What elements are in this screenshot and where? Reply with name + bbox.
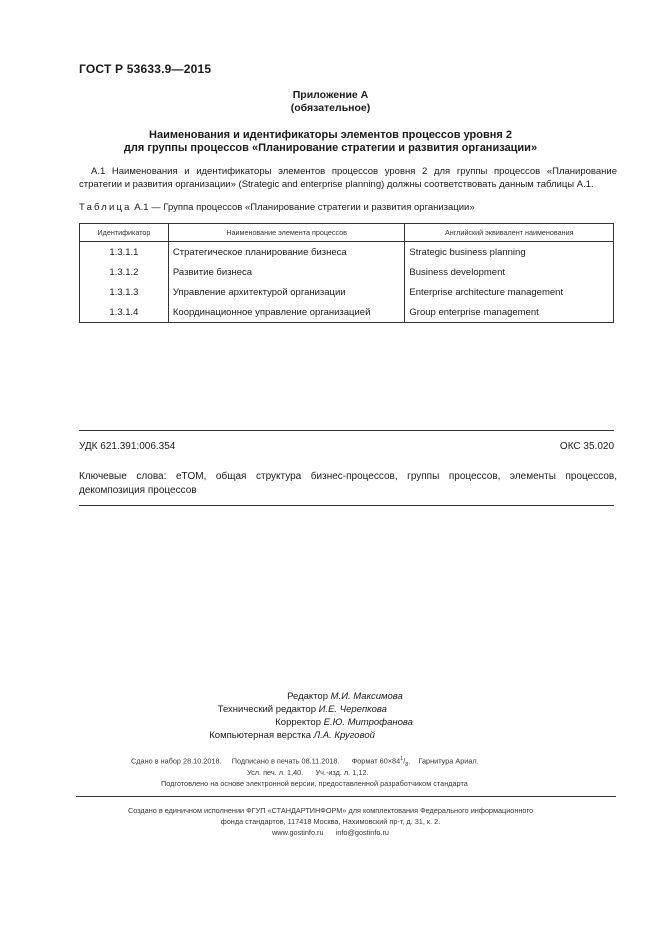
imprint-prepared-note: Подготовлено на основе электронной версии, предоставленной разработчиком стандарта [161, 779, 468, 788]
column-header-identifier: Идентификатор [80, 224, 169, 242]
keywords: Ключевые слова: eTOM, общая структура бизнес-процессов, группы процессов, элементы процессов, декомпозиция процессов [79, 471, 617, 496]
imprint-format-num: 1 [400, 756, 404, 762]
credit-proofreader [200, 716, 413, 729]
cell-identifier: 1.3.1.3 [80, 282, 169, 302]
table-row [80, 282, 614, 302]
imprint-publisher-sheets: Уч.-изд. л. 1,12. [315, 768, 369, 777]
body-paragraph: А.1 Наименования и идентификаторы элементов процессов уровня 2 для группы процессов «Планирование стратегии и развития организации» (Strategic and enterprise planning) должны соответствовать данным таблицы А.1. [79, 166, 617, 190]
credit-layout-name: Л.А. Круговой [313, 730, 375, 741]
cell-english: Group enterprise management [405, 302, 614, 323]
oks-code: ОКС 35.020 [559, 441, 614, 452]
process-elements-table [79, 223, 614, 323]
credit-editor-label: Редактор [287, 691, 328, 702]
created-line1: Создано в единичном исполнении ФГУП «СТАНДАРТИНФОРМ» для комплектования Федерального информационного [127, 806, 534, 815]
cell-name: Управление архитектурой организации [168, 282, 405, 302]
cell-english: Strategic business planning [405, 242, 614, 263]
cell-name: Координационное управление организацией [168, 302, 405, 323]
appendix-heading-line2: для группы процессов «Планирование стратегии и развития организации» [123, 142, 538, 154]
table-caption [79, 202, 475, 213]
imprint-line1: Сдано в набор 28.10.2018. Подписано в печать 08.11.2018. Формат $60\times 84^1/_8$. Гарнитура Ариал. [131, 756, 479, 768]
imprint-typeface: Гарнитура Ариал. [418, 756, 479, 766]
cell-english: Enterprise architecture management [405, 282, 614, 302]
credit-tech-editor-name: И.Е. Черепкова [318, 704, 387, 715]
table-header-row [80, 224, 614, 242]
table-row [80, 262, 614, 282]
credit-editor-name: М.И. Максимова [330, 691, 403, 702]
created-line2: фонда стандартов, 117418 Москва, Нахимовский пр-т, д. 31, к. 2. [220, 817, 441, 826]
credit-proofreader-name: Е.Ю. Митрофанова [323, 717, 413, 728]
cell-name: Стратегическое планирование бизнеса [168, 242, 405, 263]
imprint-format: Формат 60×84 [351, 756, 401, 766]
divider-top [79, 430, 614, 431]
cell-name: Развитие бизнеса [168, 262, 405, 282]
contacts-line [0, 828, 661, 837]
standard-number: ГОСТ Р 53633.9—2015 [79, 62, 212, 76]
table-row [80, 242, 614, 263]
credit-layout-label: Компьютерная верстка [209, 730, 311, 741]
imprint-line2 [247, 768, 368, 777]
credit-proofreader-label: Корректор [275, 717, 321, 728]
credit-tech-editor-label: Технический редактор [217, 704, 316, 715]
cell-english: Business development [405, 262, 614, 282]
udk-code: УДК 621.391:006.354 [79, 441, 176, 452]
appendix-title: Приложение А [292, 89, 369, 101]
credit-layout [200, 729, 375, 742]
cell-identifier: 1.3.1.1 [80, 242, 169, 263]
imprint-format-den: 8 [405, 761, 409, 768]
appendix-heading-line1: Наименования и идентификаторы элементов процессов уровня 2 [149, 129, 512, 141]
table-caption-prefix: Таблица [79, 202, 132, 213]
divider-bottom [76, 796, 616, 797]
cell-identifier: 1.3.1.2 [80, 262, 169, 282]
divider-keywords [79, 505, 614, 506]
credit-editor [200, 690, 403, 703]
cell-identifier: 1.3.1.4 [80, 302, 169, 323]
email-link[interactable]: info@gostinfo.ru [335, 828, 389, 837]
table-row [80, 302, 614, 323]
imprint-signed: Подписано в печать 08.11.2018. [231, 756, 340, 766]
column-header-english: Английский эквивалент наименования [405, 224, 614, 242]
column-header-name: Наименование элемента процессов [168, 224, 405, 242]
imprint-sent: Сдано в набор 28.10.2018. [131, 756, 222, 766]
imprint-print-sheets: Усл. печ. л. 1,40. [247, 768, 304, 777]
website-link[interactable]: www.gostinfo.ru [272, 828, 324, 837]
appendix-subtitle: (обязательное) [290, 102, 371, 114]
credit-tech-editor [200, 703, 387, 716]
table-caption-text: А.1 — Группа процессов «Планирование стратегии и развития организации» [131, 202, 475, 213]
